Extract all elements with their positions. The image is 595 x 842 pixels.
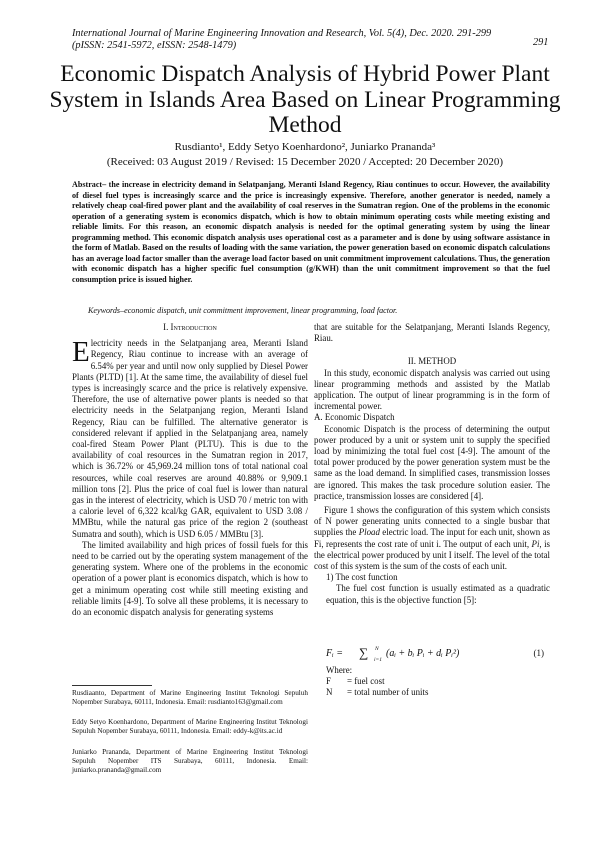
figure-1-paragraph <box>314 505 550 572</box>
page-number: 291 <box>533 37 549 48</box>
subsection-heading-economic-dispatch: A. Economic Dispatch <box>314 412 395 423</box>
journal-issn: (pISSN: 2541-5972, eISSN: 2548-1479) <box>72 40 237 51</box>
section-heading-introduction: I. Introduction <box>163 322 217 332</box>
equation-number: (1) <box>533 648 544 658</box>
paper-title: Economic Dispatch Analysis of Hybrid Power Plant System in Islands Area Based on Linear Programming Method <box>49 61 561 138</box>
where-definition: = total number of units <box>347 687 429 697</box>
where-item-n <box>326 687 550 698</box>
where-item-f <box>326 676 550 687</box>
p-load-symbol: Pload <box>358 527 380 538</box>
right-column <box>314 322 550 606</box>
drop-cap: E <box>72 336 90 369</box>
keywords <box>88 306 550 317</box>
summation-upper-limit: N <box>375 646 379 652</box>
intro-paragraph-2: The limited availability and high prices of fossil fuels for this need to be carried out by the operating system management of the generating system. Where one of the problems in the economic operation of a power plant is economics dispatch, which is how to get a minimum operating cost while still meeting existing and reliable limits [4-9]. To solve all these problems, it is necessary to do an economic dispatch analysis for generating systems <box>72 539 308 618</box>
equation-1 <box>326 647 550 663</box>
figure-1-text-a: Figure 1 shows the configuration of this system which consists of N power generating units connected to a single busbar that supplies the <box>314 505 550 538</box>
journal-citation: International Journal of Marine Engineering Innovation and Research, Vol. 5(4), Dec. 2020. 291-299 <box>72 28 492 39</box>
equation-rhs: (aᵢ + bᵢ Pᵢ + dᵢ Pᵢ²) <box>386 648 460 659</box>
method-paragraph: In this study, economic dispatch analysis was carried out using linear programming methods and assisted by the Matlab application. The output of linear programming is in the form of incremental power. <box>314 367 550 412</box>
figure-1-text-b: electric load. The input for each unit, shown as Fi, represents the cost rate of unit i. The output of each unit, <box>314 527 551 549</box>
where-label: Where: <box>326 665 353 675</box>
section-heading-method: II. METHOD <box>407 356 457 367</box>
list-item-cost-function: 1) The cost function <box>326 572 398 583</box>
footnote-author-3: Juniarko Prananda, Department of Marine Engineering Institut Teknologi Sepuluh Nopember ITS Surabaya, 60111, Indonesia. Email: juniarko.prananda@gmail.com <box>72 748 308 775</box>
left-column <box>72 322 308 618</box>
p-i-symbol: Pi <box>531 538 540 549</box>
figure-1-text-c: , is the electrical power produced by unit I itself. The level of the total cost of this system is the sum of the costs of each unit. <box>314 538 550 572</box>
footnote-rule <box>72 685 152 686</box>
intro-paragraph-1-text: lectricity needs in the Selatpanjang area, Meranti Island Regency, Riau continue to increase with an average of 6.54% per year and until now only supplied by Diesel Power Plants (PLTD) [1]. At the same time, the availability of diesel fuel types is increasingly scarce and the price is relatively expensive. Therefore, the use of alternative power plants is needed so that electricity needs in the Selatpanjang region, Meranti Island Regency, Riau can be fulfilled. The alternative generator is considered relevant if applied in the Selatpanjang area, namely coal-fired Steam Power Plant (PLTU). This is due to the availability of coal resources in the Sumatran region in 2017, which is 36.72% or 45,969.24 million tons of total national coal resources, while coal reserves are around 40.88% or 9,909.1 million tons [2]. Plus the price of coal fuel is lower than natural gas in the interest of electricity, which is USD 70 / metric ton with a calorie level of 6,322 kcal/kg GAR, equivalent to USD 3.08 / MMBtu, while the natural gas price of the region 2 (southeast Sumatra and south), which is USD 6.05 / MMBtu [3]. <box>72 338 308 539</box>
keywords-text: Keywords–economic dispatch, unit commitment improvement, linear programming, load factor. <box>88 306 398 315</box>
submission-dates: (Received: 03 August 2019 / Revised: 15 December 2020 / Accepted: 20 December 2020) <box>106 156 504 168</box>
where-symbol: F <box>326 676 331 686</box>
intro-continued-paragraph: that are suitable for the Selatpanjang, Meranti Islands Regency, Riau. <box>314 322 550 344</box>
footnote-author-1: Rusdiaanto, Department of Marine Engineering Institut Teknologi Sepuluh Nopember Surabaya, 60111, Indonesia. Email: rusdianto163@gmail.com <box>72 689 308 707</box>
cost-function-paragraph: The fuel cost function is usually estimated as a quadratic equation, this is the objective function [5]: <box>326 583 550 605</box>
summation-lower-limit: i=1 <box>374 657 382 663</box>
summation-symbol: ∑ <box>359 645 369 660</box>
footnote-author-2: Eddy Setyo Koenhardono, Department of Marine Engineering Institut Teknologi Sepuluh Nopember Surabaya, 60111, Indonesia. Email: eddy-k@its.ac.id <box>72 718 308 736</box>
where-definition: = fuel cost <box>347 676 385 686</box>
where-symbol: N <box>326 687 333 697</box>
intro-paragraph-1 <box>72 338 308 540</box>
economic-dispatch-paragraph: Economic Dispatch is the process of determining the output power produced by a unit or system unit to supply the specified load by minimizing the total fuel cost [4-9]. The amount of the total power produced by the power generation system must be the same as the load demand. In simplified cases, transmission losses are ignored. This makes the task procedure solution easier. The practice, transmission losses are considered [4]. <box>314 423 550 501</box>
equation-lhs: Fᵢ = <box>326 648 343 659</box>
abstract: Abstract– the increase in electricity demand in Selatpanjang, Meranti Island Regency, Riau continues to occur. However, the availability of diesel fuel types is increasingly scarce and the price is increasingly expensive. Therefore, another generator is needed, namely a relatively cheap coal-fired power plant and the availability of coal reserves in the Sumatran region. One of the problems in the economic operation of a generating system is economics dispatch, which is how to obtain minimum operating costs while meeting existing and reliable limits. For this reason, an economic dispatch analysis is needed for the optimal generating system by using the linear programming method. This economic dispatch analysis uses operational cost as a parameter and is done by using software assistance in the form of Matlab. Based on the results of loading with the same variation, the power generation based on economic dispatch calculations has an average load factor smaller than the average load factor based on unit commitment improvement calculations. Thus, the generation with economic dispatch has a higher specific fuel consumption (g/KWH) than the unit commitment improvement so that the fuel consumption price is issued higher. <box>72 180 550 284</box>
author-list: Rusdianto¹, Eddy Setyo Koenhardono², Juniarko Prananda³ <box>174 141 436 153</box>
